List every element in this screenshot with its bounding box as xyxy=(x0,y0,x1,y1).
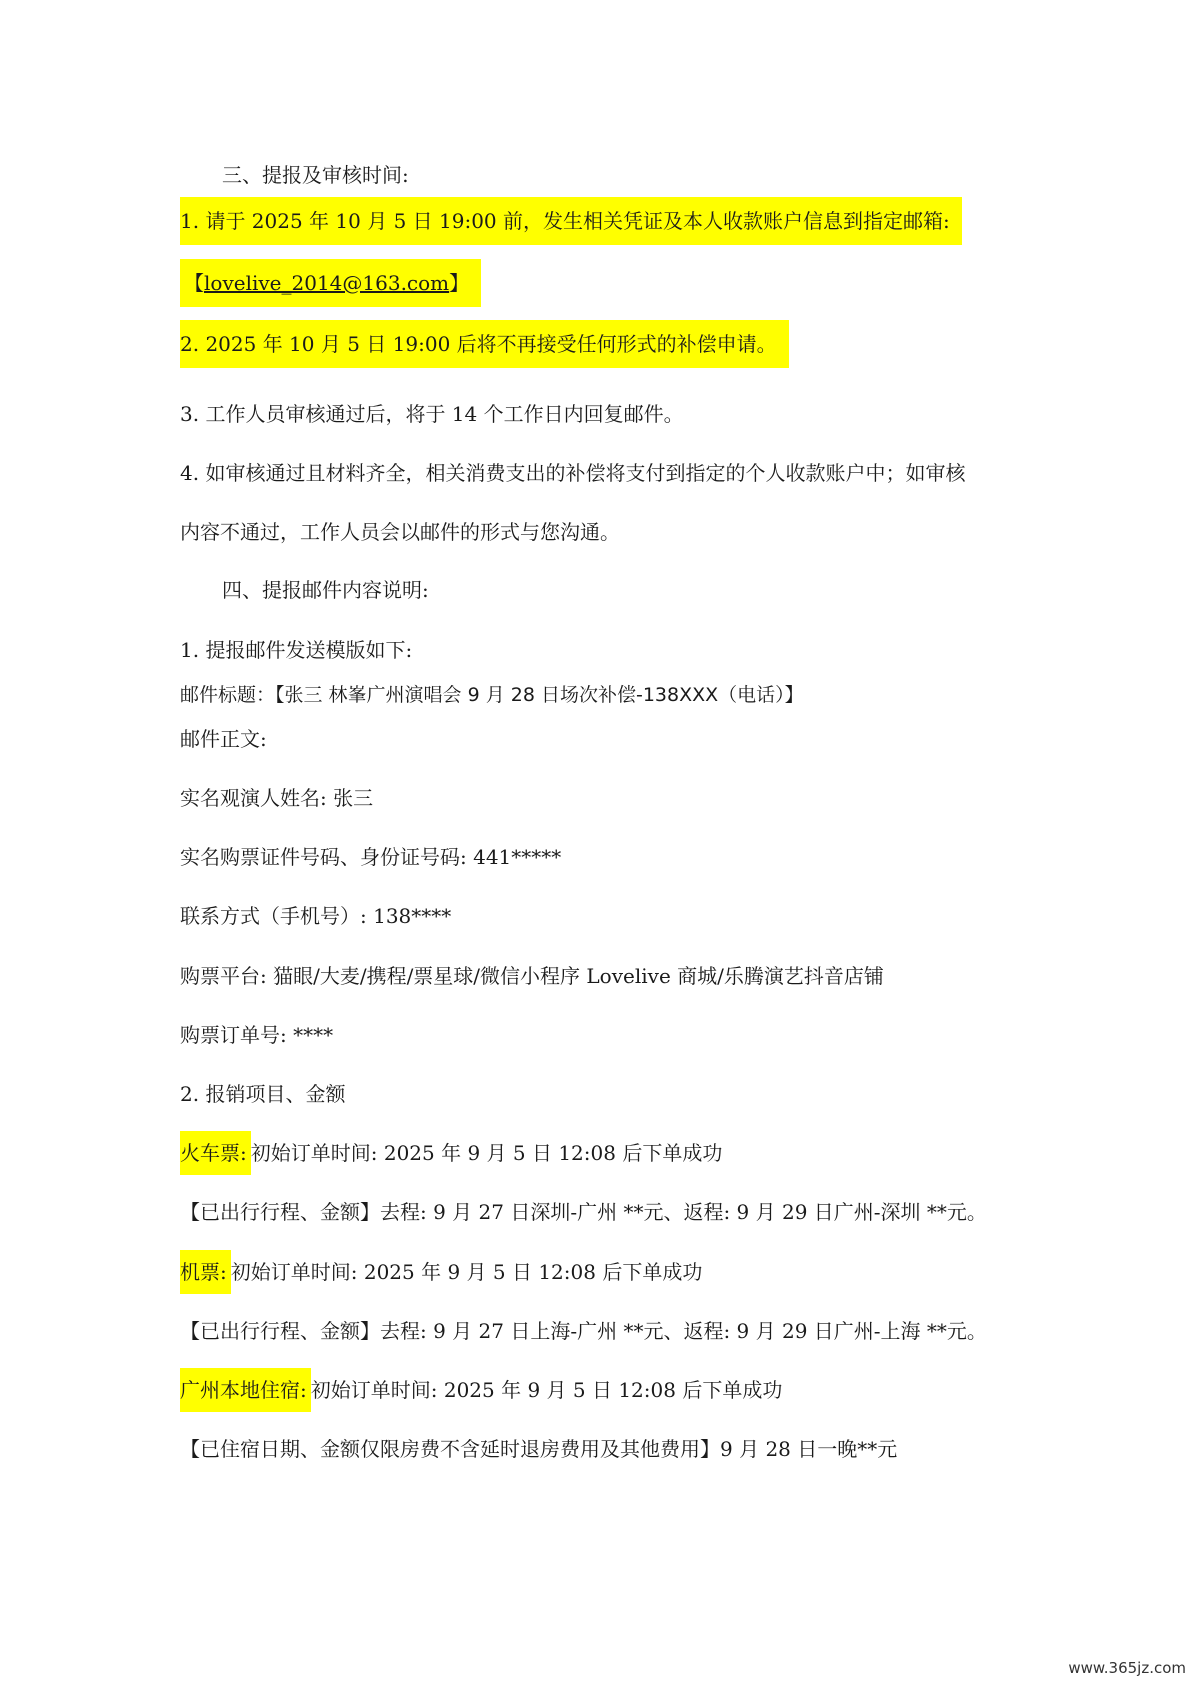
flight-line: 机票: 初始订单时间: 2025 年 9 月 5 日 12:08 后下单成功 xyxy=(180,1257,702,1287)
email-link[interactable]: lovelive_2014@163.com xyxy=(204,271,450,295)
attendee-name: 实名观演人姓名: 张三 xyxy=(180,786,374,810)
hotel-line: 广州本地住宿: 初始订单时间: 2025 年 9 月 5 日 12:08 后下单成功 xyxy=(180,1375,782,1405)
id-number: 实名购票证件号码、身份证号码: 441***** xyxy=(180,845,562,869)
section-3-heading: 三、提报及审核时间: xyxy=(222,163,409,187)
section-3-item-2: 2. 2025 年 10 月 5 日 19:00 后将不再接受任何形式的补偿申请。 xyxy=(180,329,789,359)
section-3-item-3: 3. 工作人员审核通过后，将于 14 个工作日内回复邮件。 xyxy=(180,402,684,426)
email-subject: 邮件标题：【张三 林峯广州演唱会 9 月 28 日场次补偿-138XXX（电话）】 xyxy=(180,684,804,706)
section-3-item-4-line-1: 4. 如审核通过且材料齐全，相关消费支出的补偿将支付到指定的个人收款账户中；如审核 xyxy=(180,461,966,485)
email-body-label: 邮件正文: xyxy=(180,727,267,751)
section-4-heading: 四、提报邮件内容说明: xyxy=(222,578,429,602)
section-3-item-1: 1. 请于 2025 年 10 月 5 日 19:00 前，发生相关凭证及本人收款账户信息到指定邮箱: xyxy=(180,206,962,236)
train-line: 火车票: 初始订单时间: 2025 年 9 月 5 日 12:08 后下单成功 xyxy=(180,1138,722,1168)
train-detail: 【已出行行程、金额】去程: 9 月 27 日深圳-广州 **元、返程: 9 月 29 日广州-深圳 **元。 xyxy=(180,1200,987,1224)
section-3-item-4-line-2: 内容不通过，工作人员会以邮件的形式与您沟通。 xyxy=(180,520,620,544)
contact-phone: 联系方式（手机号）: 138**** xyxy=(180,904,452,928)
flight-detail: 【已出行行程、金额】去程: 9 月 27 日上海-广州 **元、返程: 9 月 29 日广州-上海 **元。 xyxy=(180,1319,987,1343)
ticket-platform: 购票平台: 猫眼/大麦/携程/票星球/微信小程序 Lovelive 商城/乐腾演艺抖音店铺 xyxy=(180,964,884,988)
section-4-item-2: 2. 报销项目、金额 xyxy=(180,1082,346,1106)
hotel-label: 广州本地住宿: xyxy=(180,1368,311,1412)
email-line: 【lovelive_2014@163.com】 xyxy=(180,268,481,298)
flight-label: 机票: xyxy=(180,1250,231,1294)
order-number: 购票订单号: **** xyxy=(180,1023,334,1047)
train-label: 火车票: xyxy=(180,1131,251,1175)
watermark: www.365jz.com xyxy=(1068,1659,1186,1677)
hotel-detail: 【已住宿日期、金额仅限房费不含延时退房费用及其他费用】9 月 28 日一晚**元 xyxy=(180,1437,898,1461)
section-4-item-1: 1. 提报邮件发送模版如下: xyxy=(180,638,413,662)
